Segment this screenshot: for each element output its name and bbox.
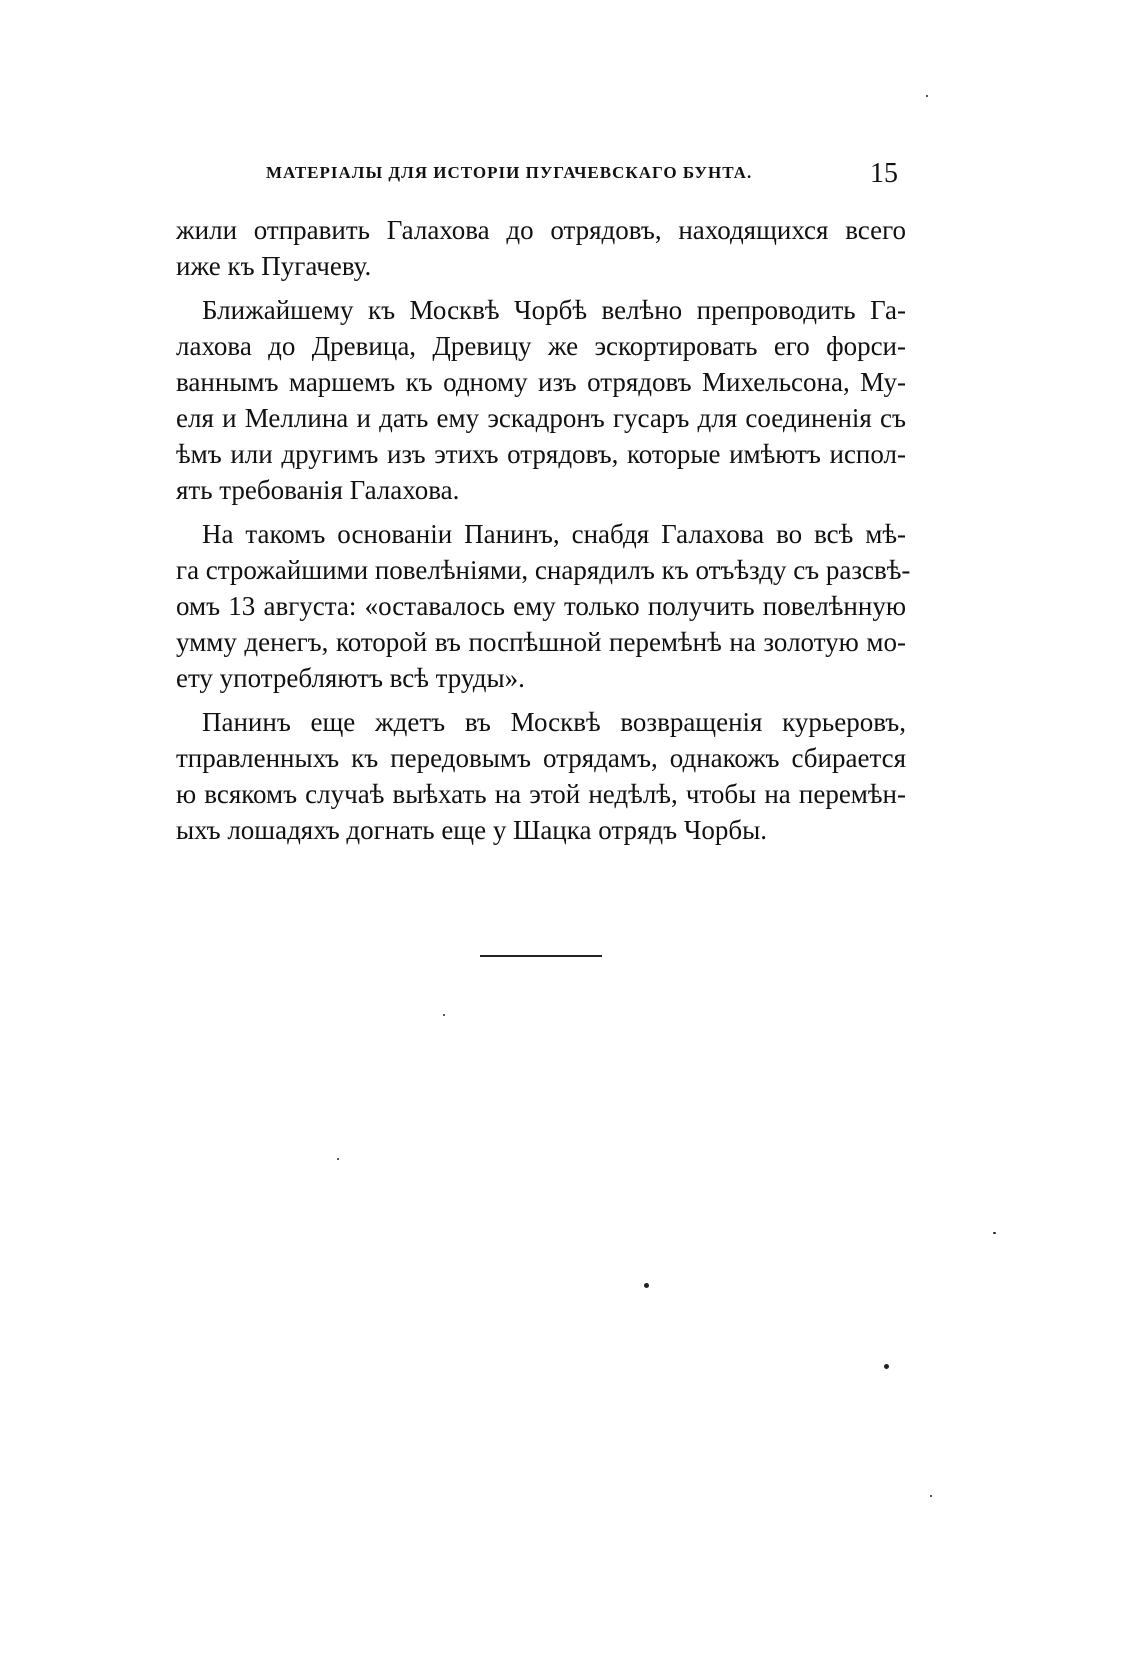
text-line: ыхъ лошадяхъ догнать еще у Шацка отрядъ Чорбы.: [176, 815, 768, 845]
paragraph-2: [176, 292, 906, 328]
paragraph-1: [176, 212, 906, 284]
text-line: Ближайшему къ Москвѣ Чорбѣ велѣно препроводить Га-: [202, 295, 906, 325]
text-line: тправленныхъ къ передовымъ отрядамъ, однакожъ сбирается: [176, 743, 906, 773]
text-line: ять требованія Галахова.: [176, 475, 460, 505]
text-line: ваннымъ маршемъ къ одному изъ отрядовъ Михельсона, Му-: [176, 367, 906, 397]
text-line: умму денегъ, которой въ поспѣшной перемѣнѣ на золотую мо-: [176, 627, 906, 657]
paragraph-4-cont: [176, 740, 906, 848]
text-line: иже къ Пугачеву.: [176, 251, 372, 281]
body-text: [176, 212, 911, 848]
scan-speck: [993, 1232, 996, 1234]
scan-speck: [884, 1364, 889, 1369]
text-line: Панинъ еще ждетъ въ Москвѣ возвращенія курьеровъ,: [202, 707, 906, 737]
scan-speck: [644, 1283, 649, 1288]
text-line: ѣмъ или другимъ изъ этихъ отрядовъ, которые имѣютъ испол-: [176, 439, 906, 469]
text-line: жили отправить Галахова до отрядовъ, находящихся всего: [176, 215, 906, 245]
scan-speck: [930, 1495, 932, 1497]
paragraph-3: [176, 516, 906, 552]
section-divider-rule: [480, 955, 602, 957]
text-line: лахова до Древица, Древицу же эскортировать его форси-: [176, 331, 906, 361]
text-line: га строжайшими повелѣніями, снарядилъ къ отъѣзду съ разсвѣ-: [176, 555, 911, 585]
scan-speck: [443, 1014, 445, 1016]
text-line: ету употребляютъ всѣ труды».: [176, 663, 525, 693]
text-line: еля и Меллина и дать ему эскадронъ гусаръ для соединенія съ: [176, 403, 906, 433]
paragraph-2-cont: [176, 328, 906, 508]
paragraph-4: [176, 704, 906, 740]
text-line: ю всякомъ случаѣ выѣхать на этой недѣлѣ, чтобы на перемѣн-: [176, 779, 906, 809]
text-line: омъ 13 августа: «оставалось ему только получить повелѣнную: [176, 591, 906, 621]
paragraph-3-cont: [176, 552, 911, 696]
scan-speck: [926, 95, 928, 97]
running-title: МАТЕРІАЛЫ ДЛЯ ИСТОРІИ ПУГАЧЕВСКАГО БУНТА.: [266, 163, 753, 182]
page-number: 15: [870, 158, 898, 189]
scan-speck: [337, 1158, 339, 1160]
text-line: На такомъ основаніи Панинъ, снабдя Галахова во всѣ мѣ-: [202, 519, 906, 549]
